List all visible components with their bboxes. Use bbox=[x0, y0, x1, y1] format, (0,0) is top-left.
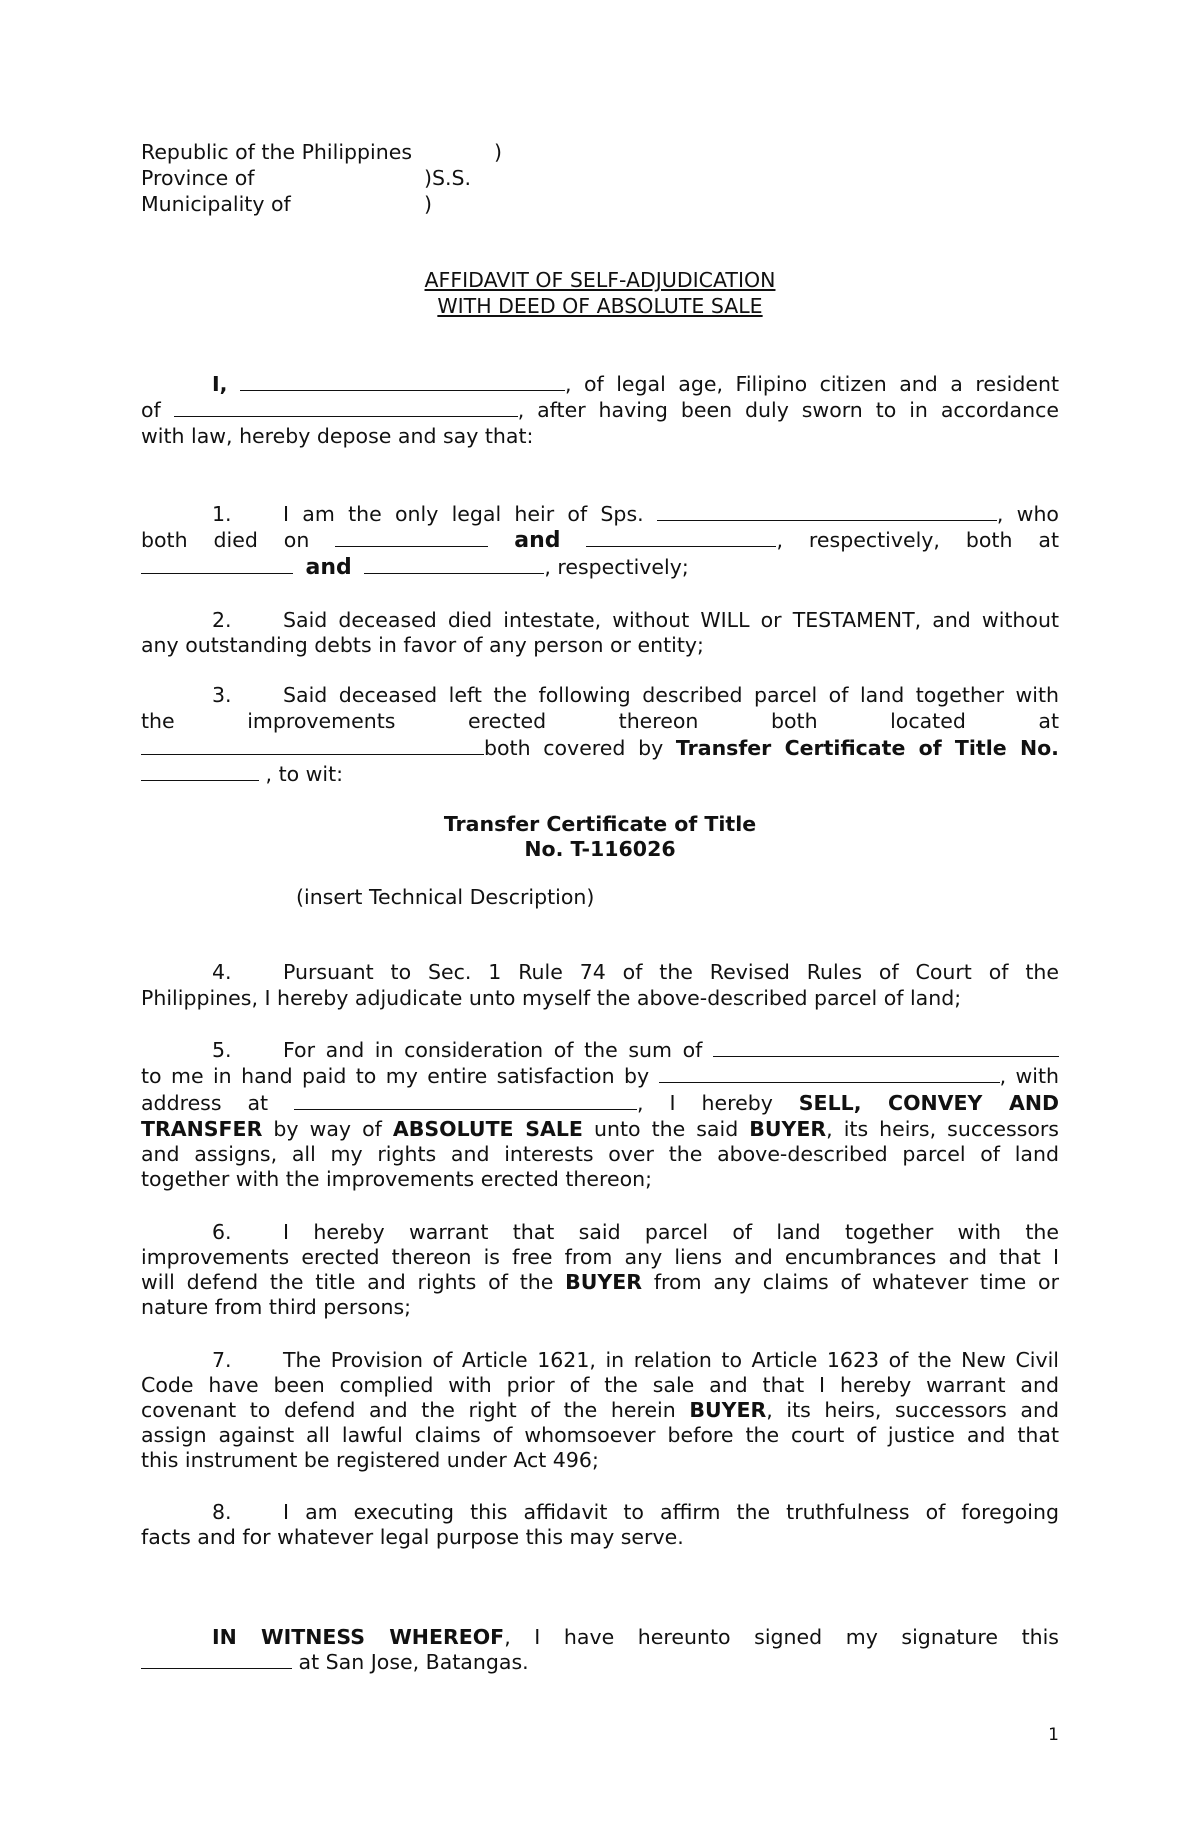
caption-ss: )S.S. bbox=[424, 166, 472, 190]
witness-place: at San Jose, Batangas. bbox=[298, 1650, 529, 1674]
p3-covered: both covered by bbox=[484, 736, 664, 760]
p4-number: 4. bbox=[212, 960, 232, 984]
p7-number: 7. bbox=[212, 1348, 232, 1372]
p1-both-died: both died on bbox=[141, 528, 310, 552]
p6-buyer: BUYER bbox=[565, 1270, 643, 1294]
p2-line2: any outstanding debts in favor of any person or entity; bbox=[141, 633, 704, 657]
affiant-name-blank bbox=[240, 372, 565, 391]
p3-number: 3. bbox=[212, 683, 232, 707]
p4-line1: Pursuant to Sec. 1 Rule 74 of the Revised Rules of Court of the bbox=[283, 960, 1059, 984]
buyer-address-blank bbox=[294, 1091, 637, 1110]
p7-line3b: , its heirs, successors and bbox=[766, 1398, 1059, 1422]
p2-number: 2. bbox=[212, 608, 232, 632]
intro-line2 bbox=[141, 398, 1059, 423]
p7-line4: assign against all lawful claims of whomsoever before the court of justice and that bbox=[141, 1423, 1059, 1447]
witness-line1 bbox=[212, 1625, 1059, 1650]
p5-hereby: , I hereby bbox=[637, 1091, 773, 1115]
p5-transfer: TRANSFER bbox=[141, 1117, 263, 1141]
caption-province: Province of bbox=[141, 166, 255, 190]
p5-line1 bbox=[283, 1038, 1059, 1063]
p3-line2: the improvements erected thereon both located at bbox=[141, 709, 1059, 733]
signing-date-blank bbox=[141, 1650, 292, 1669]
p3-tct-label: Transfer Certificate of Title No. bbox=[675, 736, 1059, 760]
place-death-2-blank bbox=[364, 555, 544, 574]
p1-text: I am the only legal heir of Sps. bbox=[283, 502, 644, 526]
buyer-name-blank bbox=[659, 1064, 1000, 1083]
p8-line2: facts and for whatever legal purpose this may serve. bbox=[141, 1525, 684, 1549]
witness-line2 bbox=[141, 1650, 529, 1674]
p3-to-wit: , to wit: bbox=[265, 762, 344, 786]
p1-number: 1. bbox=[212, 502, 232, 526]
p5-unto: unto the said bbox=[593, 1117, 739, 1141]
caption-republic: Republic of the Philippines bbox=[141, 140, 413, 164]
p7-line3a: covenant to defend and the right of the herein bbox=[141, 1398, 676, 1422]
p8-line1: I am executing this affidavit to affirm the truthfulness of foregoing bbox=[283, 1500, 1059, 1524]
tct-heading-line1: Transfer Certificate of Title bbox=[443, 812, 757, 836]
p2-line1: Said deceased died intestate, without WILL or TESTAMENT, and without bbox=[283, 608, 1059, 632]
p3-line1: Said deceased left the following described parcel of land together with bbox=[283, 683, 1059, 707]
witness-rest: , I have hereunto signed my signature this bbox=[504, 1625, 1059, 1649]
p8-number: 8. bbox=[212, 1500, 232, 1524]
spouses-name-blank bbox=[657, 502, 997, 521]
p5-line4 bbox=[141, 1117, 1059, 1142]
p5-by-way: by way of bbox=[273, 1117, 382, 1141]
p7-line3 bbox=[141, 1398, 1059, 1423]
residence-blank bbox=[174, 398, 518, 417]
p6-line4: nature from third persons; bbox=[141, 1295, 412, 1319]
p7-buyer: BUYER bbox=[689, 1398, 767, 1422]
p5-paid-by: to me in hand paid to my entire satisfaction by bbox=[141, 1064, 650, 1088]
intro-sworn: , after having been duly sworn to in accordance bbox=[517, 398, 1059, 422]
p5-line2 bbox=[141, 1064, 1059, 1089]
place-death-1-blank bbox=[141, 555, 293, 574]
page-number: 1 bbox=[1048, 1725, 1059, 1745]
p3-line3 bbox=[141, 736, 1059, 761]
tct-insert-note: (insert Technical Description) bbox=[296, 885, 595, 909]
intro-i: I, bbox=[212, 372, 228, 396]
p5-number: 5. bbox=[212, 1038, 232, 1062]
p6-number: 6. bbox=[212, 1220, 232, 1244]
caption-paren-3: ) bbox=[424, 192, 432, 216]
intro-line3: with law, hereby depose and say that: bbox=[141, 424, 534, 448]
p1-respectively-both-at: , respectively, both at bbox=[776, 528, 1059, 552]
tct-number-blank bbox=[141, 762, 259, 781]
p5-line3 bbox=[141, 1091, 1059, 1116]
p5-heirs: , its heirs, successors bbox=[826, 1117, 1059, 1141]
intro-legal-age: , of legal age, Filipino citizen and a resident bbox=[564, 372, 1059, 396]
p7-line5: this instrument be registered under Act 496; bbox=[141, 1448, 599, 1472]
date-death-1-blank bbox=[335, 528, 488, 547]
p5-line5: and assigns, all my rights and interests over the above-described parcel of land bbox=[141, 1142, 1059, 1166]
caption-municipality: Municipality of bbox=[141, 192, 291, 216]
document-title-line2: WITH DEED OF ABSOLUTE SALE bbox=[437, 294, 763, 318]
p6-line1: I hereby warrant that said parcel of land together with the bbox=[283, 1220, 1059, 1244]
document-title-line1: AFFIDAVIT OF SELF-ADJUDICATION bbox=[424, 268, 776, 292]
witness-bold: IN WITNESS WHEREOF bbox=[212, 1625, 505, 1649]
date-death-2-blank bbox=[586, 528, 776, 547]
p6-line2: improvements erected thereon is free from any liens and encumbrances and that I bbox=[141, 1245, 1059, 1269]
p1-and-1: and bbox=[514, 528, 561, 553]
p1-line2 bbox=[141, 528, 1059, 553]
intro-line1 bbox=[141, 372, 1059, 397]
p1-line1 bbox=[283, 502, 1059, 527]
intro-of: of bbox=[141, 398, 161, 422]
p6-line3 bbox=[141, 1270, 1059, 1295]
p1-who: , who bbox=[996, 502, 1059, 526]
sale-amount-blank bbox=[713, 1038, 1059, 1057]
p5-absolute-sale: ABSOLUTE SALE bbox=[392, 1117, 583, 1141]
p5-address-at: address at bbox=[141, 1091, 269, 1115]
p6-line3b: from any claims of whatever time or bbox=[653, 1270, 1059, 1294]
tct-heading-line2: No. T-116026 bbox=[524, 837, 676, 861]
p5-consideration: For and in consideration of the sum of bbox=[283, 1038, 703, 1062]
p1-respectively: , respectively; bbox=[544, 555, 689, 579]
p7-line1: The Provision of Article 1621, in relation to Article 1623 of the New Civil bbox=[283, 1348, 1059, 1372]
caption-paren-1: ) bbox=[494, 140, 502, 164]
p4-line2: Philippines, I hereby adjudicate unto myself the above-described parcel of land; bbox=[141, 986, 962, 1010]
land-location-blank bbox=[141, 736, 484, 755]
p5-line6: together with the improvements erected thereon; bbox=[141, 1167, 653, 1191]
p3-line4 bbox=[141, 762, 343, 786]
p7-line2: Code have been complied with prior of the sale and that I hereby warrant and bbox=[141, 1373, 1059, 1397]
p5-buyer: BUYER bbox=[749, 1117, 827, 1141]
p5-with: , with bbox=[999, 1064, 1059, 1088]
p1-line3 bbox=[141, 555, 689, 580]
p1-and-2: and bbox=[305, 555, 352, 580]
p6-line3a: will defend the title and rights of the bbox=[141, 1270, 554, 1294]
p5-sell-convey: SELL, CONVEY AND bbox=[798, 1091, 1059, 1115]
